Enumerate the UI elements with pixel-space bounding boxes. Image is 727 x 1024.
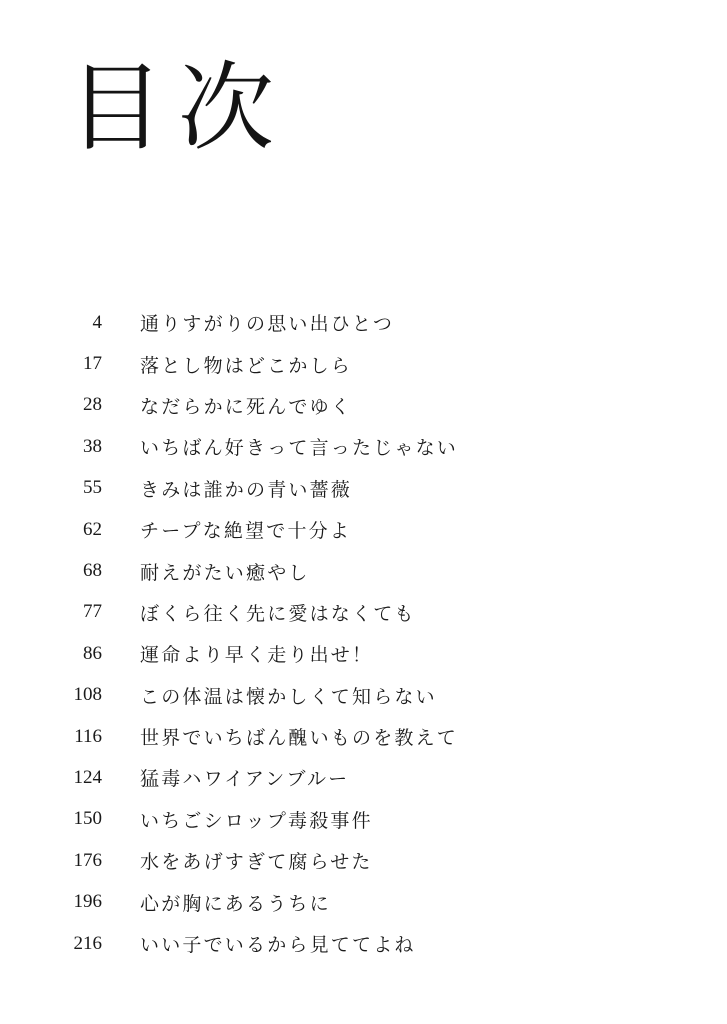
toc-entry[interactable]	[0, 385, 727, 426]
toc-page-number: 176	[73, 849, 102, 871]
toc-entry[interactable]	[0, 343, 727, 384]
toc-chapter-title: なだらかに死んでゆく	[140, 395, 353, 418]
toc-chapter-title: 耐えがたい癒やし	[140, 561, 310, 584]
toc-page-number: 77	[83, 601, 102, 623]
toc-chapter-title: 世界でいちばん醜いものを教えて	[140, 727, 459, 750]
toc-entry[interactable]	[0, 633, 727, 674]
toc-page-number: 4	[92, 311, 102, 333]
toc-chapter-title: この体温は懐かしくて知らない	[140, 685, 437, 708]
toc-chapter-title: いちばん好きって言ったじゃない	[140, 437, 459, 460]
toc-page-number: 216	[73, 932, 102, 954]
toc-page-number: 86	[83, 642, 102, 664]
table-of-contents	[0, 302, 727, 964]
toc-page-number: 68	[83, 560, 102, 582]
toc-entry[interactable]	[0, 302, 727, 343]
toc-entry[interactable]	[0, 757, 727, 798]
toc-page-number: 17	[83, 353, 102, 375]
page-title: 目次	[68, 52, 288, 164]
toc-entry[interactable]	[0, 592, 727, 633]
toc-entry[interactable]	[0, 426, 727, 467]
toc-entry[interactable]	[0, 881, 727, 922]
toc-page-number: 62	[83, 518, 102, 540]
toc-chapter-title: ぼくら往く先に愛はなくても	[140, 602, 416, 625]
toc-chapter-title: 猛毒ハワイアンブルー	[140, 768, 350, 791]
toc-entry[interactable]	[0, 550, 727, 591]
toc-chapter-title: 落とし物はどこかしら	[140, 354, 353, 377]
toc-chapter-title: いちごシロップ毒殺事件	[140, 809, 373, 832]
toc-chapter-title: チープな絶望で十分よ	[140, 520, 352, 543]
toc-chapter-title: 通りすがりの思い出ひとつ	[140, 313, 395, 336]
toc-page-number: 116	[74, 725, 102, 747]
toc-entry[interactable]	[0, 923, 727, 964]
toc-chapter-title: 水をあげすぎて腐らせた	[140, 851, 373, 874]
toc-page-number: 150	[73, 808, 102, 830]
toc-page-number: 55	[83, 477, 102, 499]
toc-page-number: 196	[73, 891, 102, 913]
toc-entry[interactable]	[0, 799, 727, 840]
toc-entry[interactable]	[0, 468, 727, 509]
toc-page-number: 38	[83, 435, 102, 457]
toc-entry[interactable]	[0, 840, 727, 881]
toc-page-number: 124	[73, 766, 102, 788]
toc-page-number: 108	[73, 684, 102, 706]
toc-entry[interactable]	[0, 716, 727, 757]
toc-chapter-title: 心が胸にあるうちに	[140, 892, 331, 915]
toc-chapter-title: きみは誰かの青い薔薇	[140, 478, 353, 501]
toc-chapter-title: いい子でいるから見ててよね	[140, 934, 416, 957]
toc-chapter-title: 運命より早く走り出せ！	[140, 644, 374, 667]
toc-page-number: 28	[83, 394, 102, 416]
toc-entry[interactable]	[0, 509, 727, 550]
toc-entry[interactable]	[0, 675, 727, 716]
